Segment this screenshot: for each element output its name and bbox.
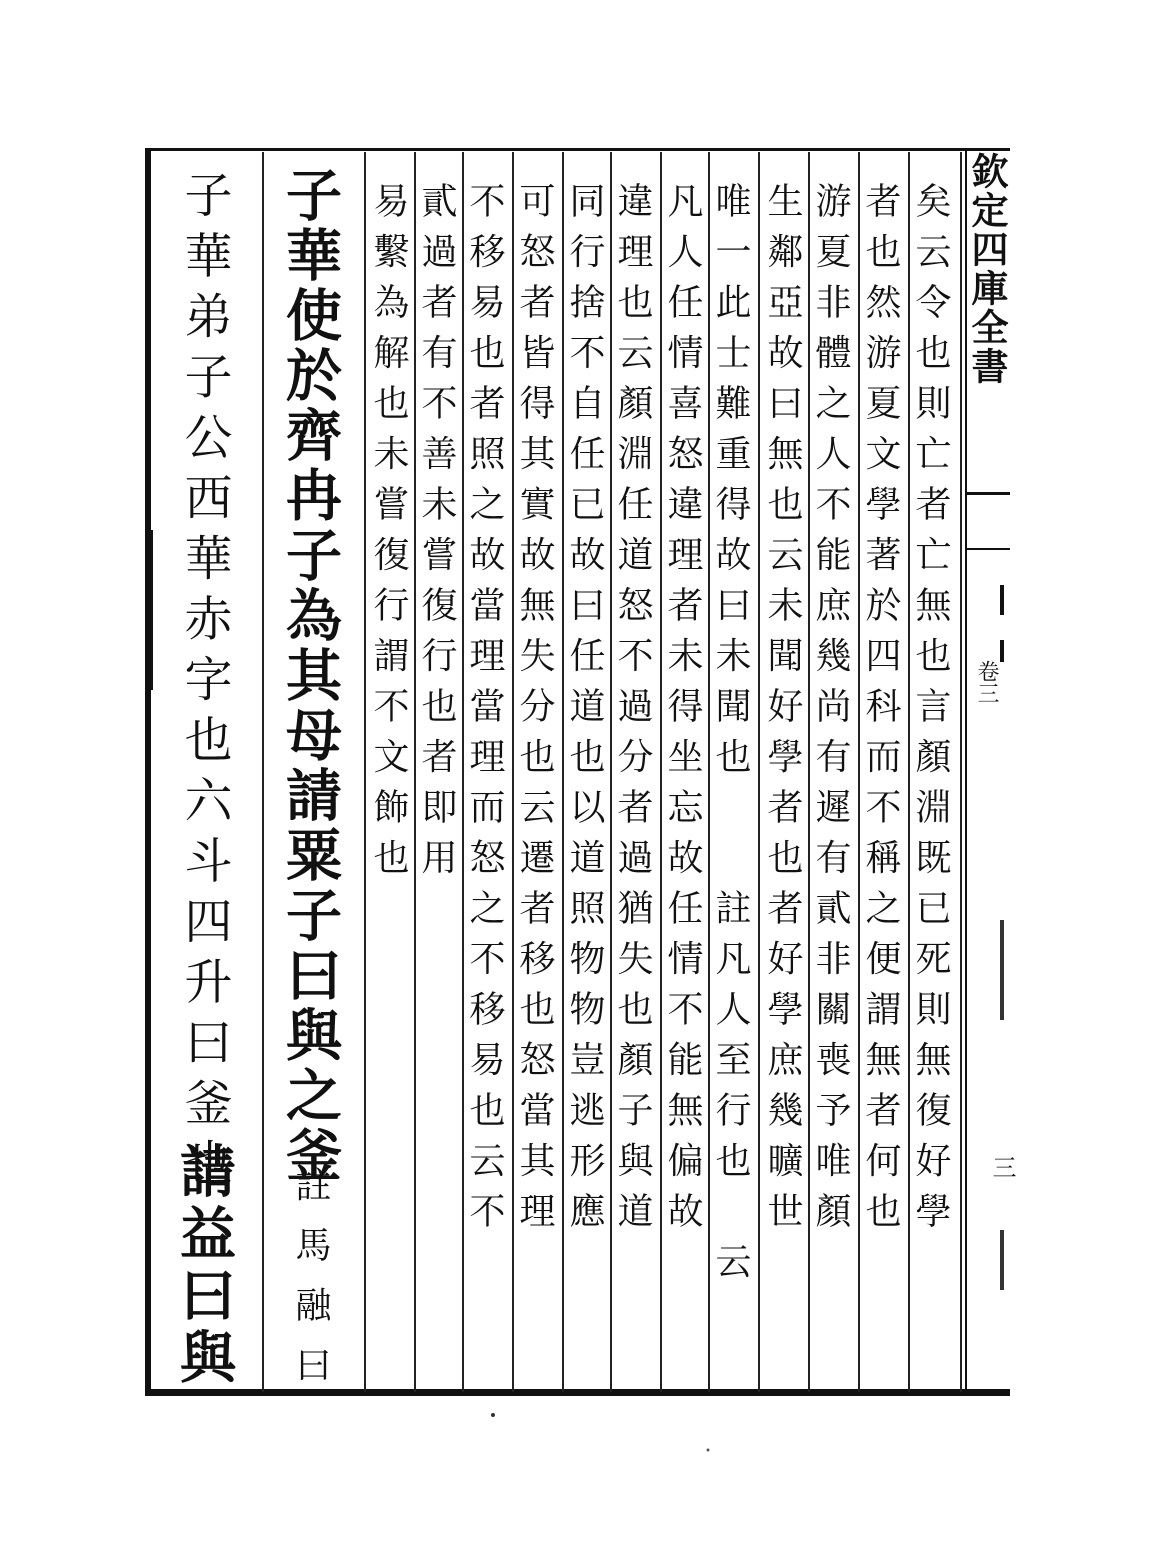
commentary-column: 凡人任情喜怒違理者未得坐忘故任情不能無偏故 xyxy=(662,182,703,1243)
commentary-column: 貳過者有不善未嘗復行也者即用 xyxy=(416,182,457,889)
volume-label: 卷三 xyxy=(974,660,999,704)
page-number: 三 xyxy=(988,1155,1016,1179)
main-text-column: 子華弟子公西華赤字也六斗四升曰釜也 xyxy=(176,170,232,1199)
band-mark xyxy=(1000,1230,1004,1290)
commentary-column: 不移易也者照之故當理當理而怒之不移易也云不 xyxy=(464,182,505,1243)
commentary-column: 生鄰亞故曰無也云未聞好學者也者好學庶幾曠世 xyxy=(762,182,803,1243)
band-mark xyxy=(1000,640,1004,662)
commentary-column: 游夏非體之人不能庶幾尚有遲有貳非關喪予唯顏 xyxy=(810,182,851,1243)
main-text-column: 子華使於齊冉子為其母請粟子曰與之釜 xyxy=(277,166,343,1186)
commentary-column: 同行捨不自任已故曰任道也以道照物物豈逃形應 xyxy=(564,182,605,1243)
commentary-column: 者也然游夏文學著於四科而不稱之便謂無者何也 xyxy=(860,182,901,1243)
book-title: 欽定四庫全書 xyxy=(965,152,1009,386)
commentary-column: 可怒者皆得其實故無失分也云遷者移也怒當其理 xyxy=(514,182,555,1243)
ink-speck xyxy=(491,1413,495,1417)
band-mark xyxy=(1000,585,1004,615)
band-mark xyxy=(1000,920,1004,1020)
commentary-column: 易繫為解也未嘗復行謂不文飾也 xyxy=(368,182,409,889)
ink-speck xyxy=(707,1449,710,1452)
commentary-column: 違理也云顏淵任道怒不過分者過猶失也顏子與道 xyxy=(612,182,653,1243)
commentary-column: 矣云令也則亡者亡無也言顏淵既已死則無復好學 xyxy=(910,182,951,1243)
main-text-tail: 請益曰與 xyxy=(171,1142,237,1390)
commentary-column: 唯一此士難重得故曰未聞也 註凡人至行也 云 xyxy=(710,182,751,1293)
annotation-note: 註馬融曰 xyxy=(290,1166,331,1406)
binding-mark xyxy=(148,530,153,690)
